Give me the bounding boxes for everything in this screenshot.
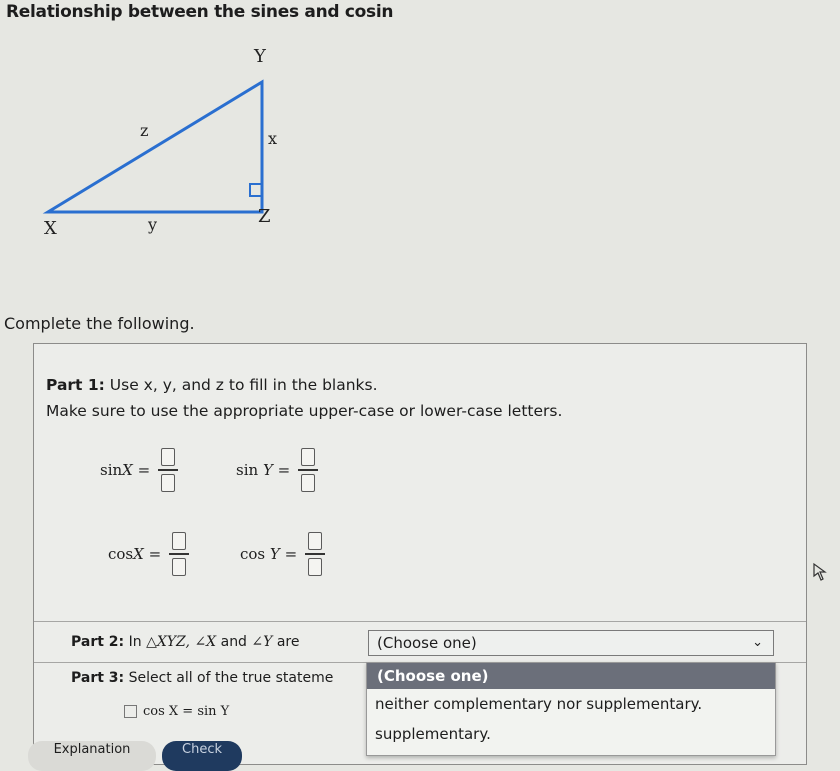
side-x-label: x <box>268 129 278 148</box>
cos-x-denominator-input[interactable] <box>172 558 186 576</box>
side-z-label: z <box>140 121 149 140</box>
vertex-y-label: Y <box>254 46 266 67</box>
sin-y-equation: sin Y = <box>236 448 318 492</box>
page-title: Relationship between the sines and cosin <box>6 2 394 22</box>
bottom-bar <box>0 735 840 757</box>
check-button[interactable]: Check <box>162 741 242 771</box>
sin-x-equation: sinX = <box>100 448 178 492</box>
part1-instruction: Part 1: Use x, y, and z to fill in the blanks. <box>46 376 378 394</box>
sin-y-denominator-input[interactable] <box>301 474 315 492</box>
relationship-dropdown[interactable]: (Choose one) ⌄ <box>368 630 774 656</box>
instructions: Complete the following. <box>4 314 195 333</box>
part2-row <box>34 621 806 663</box>
vertex-x-label: X <box>44 218 57 239</box>
menu-option-neither[interactable]: neither complementary nor supplementary. <box>375 695 703 713</box>
explanation-button[interactable]: Explanation <box>28 741 156 771</box>
sin-x-denominator-input[interactable] <box>161 474 175 492</box>
cos-y-equation: cos Y = <box>240 532 325 576</box>
cos-y-numerator-input[interactable] <box>308 532 322 550</box>
checkbox[interactable] <box>124 705 137 718</box>
menu-option-choose-one[interactable]: (Choose one) <box>367 663 775 689</box>
chevron-down-icon: ⌄ <box>752 635 763 650</box>
sin-y-numerator-input[interactable] <box>301 448 315 466</box>
part2-text: Part 2: In △XYZ, ∠X and ∠Y are <box>71 634 300 650</box>
vertex-z-label: Z <box>258 206 271 227</box>
part1-note: Make sure to use the appropriate upper-case or lower-case letters. <box>46 402 563 420</box>
cos-x-sin-y-option[interactable]: cos X = sin Y <box>124 704 229 719</box>
cos-x-equation: cosX = <box>108 532 189 576</box>
cos-y-denominator-input[interactable] <box>308 558 322 576</box>
part3-text: Part 3: Select all of the true stateme <box>71 670 334 686</box>
side-y-label: y <box>148 215 158 234</box>
sin-x-numerator-input[interactable] <box>161 448 175 466</box>
triangle-diagram <box>30 40 290 240</box>
menu-option-supplementary[interactable]: supplementary. <box>375 725 491 743</box>
cursor-icon <box>812 562 830 582</box>
cos-x-numerator-input[interactable] <box>172 532 186 550</box>
